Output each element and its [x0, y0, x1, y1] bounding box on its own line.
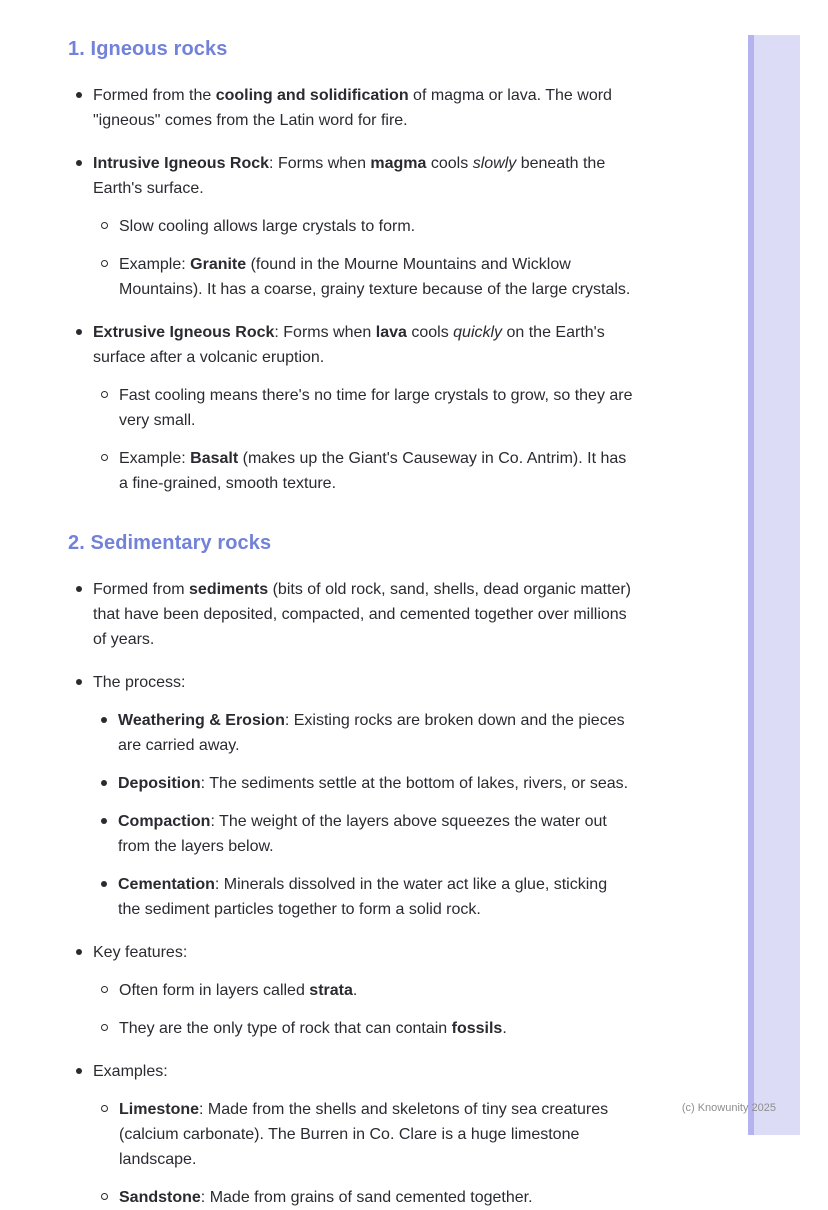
list-item-text: Weathering & Erosion: Existing rocks are broken down and the pieces are carried away. [118, 712, 625, 754]
list-item-text: Limestone: Made from the shells and skeletons of tiny sea creatures (calcium carbonate). The Burren in Co. Clare is a huge limestone landscape. [119, 1101, 609, 1168]
disc-bullet-icon [101, 780, 107, 786]
list-item [68, 708, 633, 758]
disc-bullet-icon [76, 949, 82, 955]
disc-bullet-icon [101, 881, 107, 887]
list-item [68, 670, 633, 695]
circle-bullet-icon [101, 1193, 108, 1200]
section-heading: 1. Igneous rocks [68, 38, 228, 60]
list-item [68, 1185, 633, 1210]
list-item-text: Examples: [93, 1063, 168, 1080]
list-item-text: The process: [93, 674, 186, 691]
circle-bullet-icon [101, 391, 108, 398]
list-item [68, 577, 633, 652]
disc-bullet-icon [76, 329, 82, 335]
list-item-text: Deposition: The sediments settle at the bottom of lakes, rivers, or seas. [118, 775, 629, 792]
disc-bullet-icon [76, 679, 82, 685]
list-item [68, 383, 633, 433]
list-item-text: Fast cooling means there's no time for large crystals to grow, so they are very small. [119, 387, 633, 429]
disc-bullet-icon [101, 818, 107, 824]
list-item [68, 809, 633, 859]
watermark: (c) Knowunity 2025 [681, 1102, 776, 1114]
circle-bullet-icon [101, 986, 108, 993]
list-item [68, 151, 633, 201]
list-item [68, 1097, 633, 1172]
list-item [68, 1016, 633, 1041]
disc-bullet-icon [76, 586, 82, 592]
list-item [68, 771, 633, 796]
list-item [68, 940, 633, 965]
list-item [68, 252, 633, 302]
list-item-text: Extrusive Igneous Rock: Forms when lava cools quickly on the Earth's surface after a volcanic eruption. [93, 324, 605, 366]
list-item-text: Compaction: The weight of the layers above squeezes the water out from the layers below. [118, 813, 607, 855]
circle-bullet-icon [101, 1105, 108, 1112]
circle-bullet-icon [101, 454, 108, 461]
list-item-text: Key features: [93, 944, 188, 961]
circle-bullet-icon [101, 222, 108, 229]
section-heading: 2. Sedimentary rocks [68, 532, 272, 554]
list-item [68, 214, 633, 239]
disc-bullet-icon [76, 1068, 82, 1074]
disc-bullet-icon [76, 160, 82, 166]
circle-bullet-icon [101, 1024, 108, 1031]
disc-bullet-icon [101, 717, 107, 723]
list-item-text: Sandstone: Made from grains of sand cemented together. [119, 1189, 533, 1206]
list-item [68, 446, 633, 496]
list-item-text: Often form in layers called strata. [119, 982, 358, 999]
list-item [68, 872, 633, 922]
list-item-text: Example: Basalt (makes up the Giant's Causeway in Co. Antrim). It has a fine-grained, smooth texture. [119, 450, 627, 492]
list-item [68, 1059, 633, 1084]
scrollbar-thumb[interactable] [748, 35, 754, 1135]
vertical-scrollbar[interactable] [748, 35, 800, 1135]
list-item-text: Cementation: Minerals dissolved in the water act like a glue, sticking the sediment particles together to form a solid rock. [118, 876, 608, 918]
list-item [68, 978, 633, 1003]
list-item-text: They are the only type of rock that can contain fossils. [119, 1020, 507, 1037]
disc-bullet-icon [76, 92, 82, 98]
circle-bullet-icon [101, 260, 108, 267]
list-item [68, 83, 633, 133]
list-item-text: Slow cooling allows large crystals to form. [119, 218, 416, 235]
list-item-text: Intrusive Igneous Rock: Forms when magma cools slowly beneath the Earth's surface. [93, 155, 606, 197]
list-item-text: Example: Granite (found in the Mourne Mountains and Wicklow Mountains). It has a coarse, grainy texture because of the large crystals. [119, 256, 631, 298]
list-item-text: Formed from the cooling and solidification of magma or lava. The word "igneous" comes from the Latin word for fire. [93, 87, 612, 129]
document-content [68, 38, 633, 1210]
list-item-text: Formed from sediments (bits of old rock, sand, shells, dead organic matter) that have been deposited, compacted, and cemented together over millions of years. [93, 581, 631, 648]
list-item [68, 320, 633, 370]
